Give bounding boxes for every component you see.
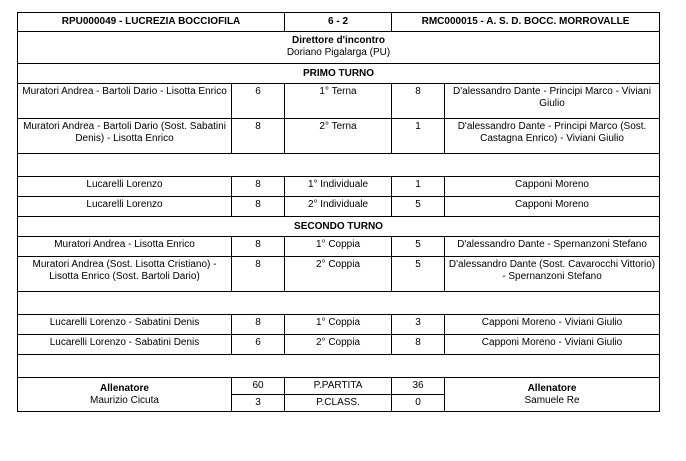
away-score: 5	[392, 237, 445, 257]
away-players: Capponi Moreno - Viviani Giulio	[445, 315, 660, 335]
away-class-points: 0	[392, 395, 445, 412]
home-class-points: 3	[232, 395, 285, 412]
away-players: Capponi Moreno - Viviani Giulio	[445, 335, 660, 355]
game-row	[18, 237, 660, 257]
game-type: 1° Coppia	[285, 315, 392, 335]
away-players: D'alessandro Dante (Sost. Cavarocchi Vittorio) - Spernanzoni Stefano	[445, 257, 660, 292]
away-players: D'alessandro Dante - Principi Marco (Sost. Castagna Enrico) - Viviani Giulio	[445, 119, 660, 154]
director-name: Doriano Pigalarga (PU)	[286, 47, 391, 58]
away-players: Capponi Moreno	[445, 177, 660, 197]
away-score: 8	[392, 84, 445, 119]
away-score: 1	[392, 177, 445, 197]
home-score: 8	[232, 315, 285, 335]
game-row	[18, 335, 660, 355]
primo-turno-title: PRIMO TURNO	[18, 64, 660, 84]
home-players: Muratori Andrea - Lisotta Enrico	[18, 237, 232, 257]
home-score: 8	[232, 177, 285, 197]
home-players: Lucarelli Lorenzo - Sabatini Denis	[18, 335, 232, 355]
away-team: RMC000015 - A. S. D. BOCC. MORROVALLE	[392, 13, 660, 32]
game-type: 2° Individuale	[285, 197, 392, 217]
home-score: 8	[232, 197, 285, 217]
home-players: Muratori Andrea - Bartoli Dario (Sost. Sabatini Denis) - Lisotta Enrico	[18, 119, 232, 154]
home-players: Lucarelli Lorenzo	[18, 177, 232, 197]
away-coach-name: Samuele Re	[524, 394, 580, 406]
section-header	[18, 217, 660, 237]
game-type: 2° Terna	[285, 119, 392, 154]
spacer-row	[18, 355, 660, 378]
match-report	[17, 12, 660, 412]
game-type: 2° Coppia	[285, 335, 392, 355]
director-title: Direttore d'incontro	[292, 35, 385, 46]
game-row	[18, 177, 660, 197]
home-score: 8	[232, 257, 285, 292]
away-players: D'alessandro Dante - Principi Marco - Viviani Giulio	[445, 84, 660, 119]
game-row	[18, 257, 660, 292]
away-players: D'alessandro Dante - Spernanzoni Stefano	[445, 237, 660, 257]
spacer-row	[18, 154, 660, 177]
away-score: 1	[392, 119, 445, 154]
spacer-row	[18, 292, 660, 315]
match-table	[17, 12, 660, 412]
home-team: RPU000049 - LUCREZIA BOCCIOFILA	[18, 13, 285, 32]
home-coach-label: Allenatore	[100, 382, 149, 394]
class-label: P.CLASS.	[285, 395, 392, 412]
game-type: 2° Coppia	[285, 257, 392, 292]
home-score: 8	[232, 237, 285, 257]
away-score: 5	[392, 257, 445, 292]
home-players: Lucarelli Lorenzo - Sabatini Denis	[18, 315, 232, 335]
game-type: 1° Coppia	[285, 237, 392, 257]
home-players: Lucarelli Lorenzo	[18, 197, 232, 217]
game-row	[18, 315, 660, 335]
header-row	[18, 13, 660, 32]
home-players: Muratori Andrea (Sost. Lisotta Cristiano) - Lisotta Enrico (Sost. Bartoli Dario)	[18, 257, 232, 292]
away-score: 8	[392, 335, 445, 355]
home-coach-name: Maurizio Cicuta	[90, 394, 159, 406]
home-score: 8	[232, 119, 285, 154]
match-score: 6 - 2	[285, 13, 392, 32]
away-players: Capponi Moreno	[445, 197, 660, 217]
game-row	[18, 197, 660, 217]
home-players: Muratori Andrea - Bartoli Dario - Lisotta Enrico	[18, 84, 232, 119]
away-partita-points: 36	[392, 378, 445, 395]
partita-label: P.PARTITA	[285, 378, 392, 395]
section-header	[18, 64, 660, 84]
home-score: 6	[232, 335, 285, 355]
game-type: 1° Individuale	[285, 177, 392, 197]
away-score: 5	[392, 197, 445, 217]
game-row	[18, 84, 660, 119]
game-type: 1° Terna	[285, 84, 392, 119]
game-row	[18, 119, 660, 154]
away-coach-label: Allenatore	[527, 382, 577, 394]
secondo-turno-title: SECONDO TURNO	[18, 217, 660, 237]
director-row	[18, 32, 660, 64]
footer-row-partita	[18, 378, 660, 395]
away-score: 3	[392, 315, 445, 335]
home-score: 6	[232, 84, 285, 119]
home-partita-points: 60	[232, 378, 285, 395]
